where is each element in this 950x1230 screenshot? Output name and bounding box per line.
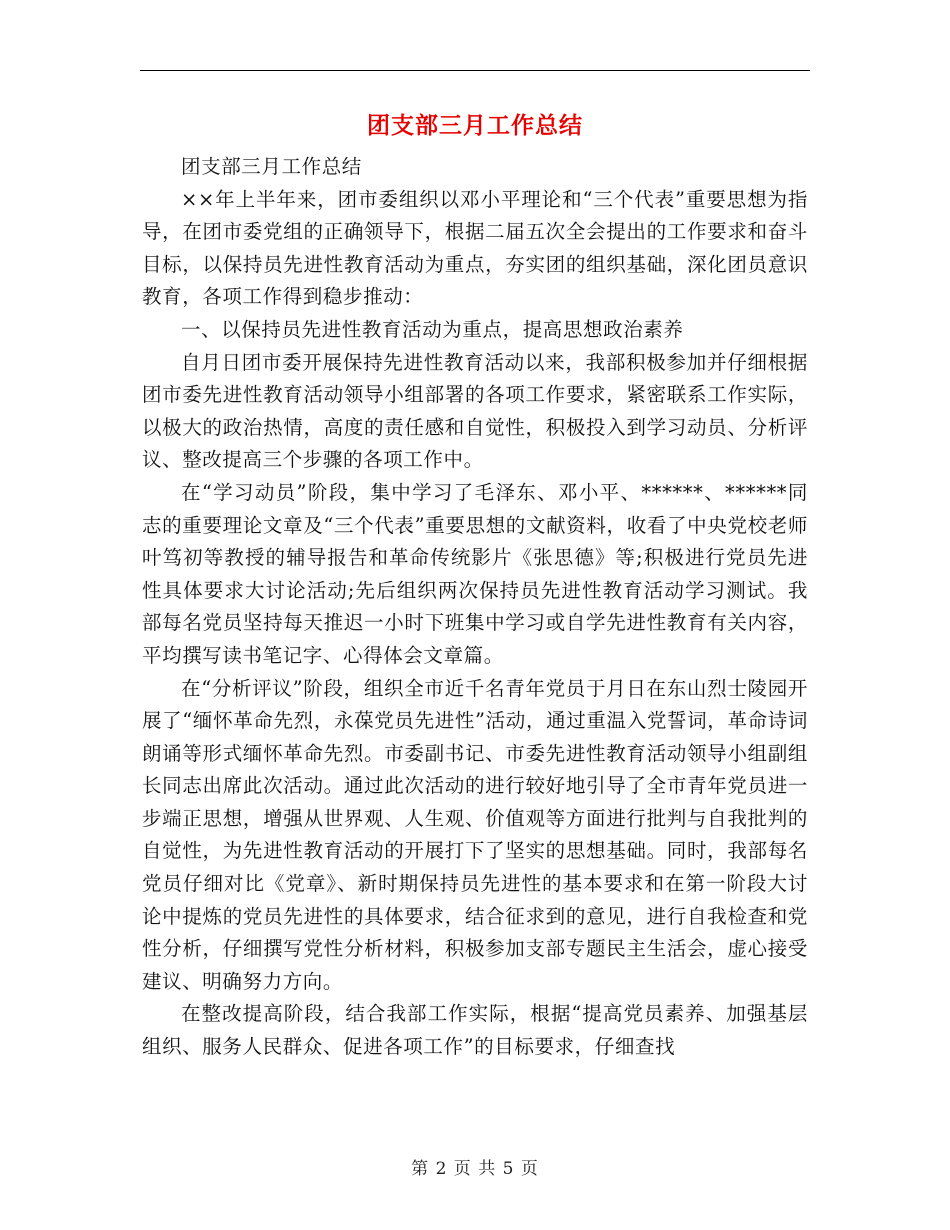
document-body — [142, 151, 808, 1064]
paragraph: 在“分析评议”阶段，组织全市近千名青年党员于月日在东山烈士陵园开展了“缅怀革命先烈，永葆党员先进性”活动，通过重温入党誓词，革命诗词朗诵等形式缅怀革命先烈。市委副书记、市委先进性教育活动领导小组副组长同志出席此次活动。通过此次活动的进行较好地引导了全市青年党员进一步端正思想，增强从世界观、人生观、价值观等方面进行批判与自我批判的自觉性，为先进性教育活动的开展打下了坚实的思想基础。同时，我部每名党员仔细对比《党章》、新时期保持员先进性的基本要求和在第一阶段大讨论中提炼的党员先进性的具体要求，结合征求到的意见，进行自我检查和党性分析，仔细撰写党性分析材料，积极参加支部专题民主生活会，虚心接受建议、明确努力方向。 — [142, 676, 808, 993]
header-rule — [140, 70, 810, 71]
page-number: 第 2 页 共 5 页 — [411, 1159, 539, 1179]
document-title: 团支部三月工作总结 — [367, 112, 583, 139]
paragraph-subtitle: 团支部三月工作总结 — [181, 155, 362, 178]
paragraph-intro: ××年上半年来，团市委组织以邓小平理论和“三个代表”重要思想为指导，在团市委党组的正确领导下，根据二届五次全会提出的工作要求和奋斗目标，以保持员先进性教育活动为重点，夯实团的组织基础，深化团员意识教育，各项工作得到稳步推动： — [142, 187, 808, 309]
paragraph: 在“学习动员”阶段，集中学习了毛泽东、邓小平、******、******同志的重要理论文章及“三个代表”重要思想的文献资料，收看了中央党校老师叶笃初等教授的辅导报告和革命传统影片《张思德》等;积极进行党员先进性具体要求大讨论活动;先后组织两次保持员先进性教育活动学习测试。我部每名党员坚持每天推迟一小时下班集中学习或自学先进性教育有关内容，平均撰写读书笔记字、心得体会文章篇。 — [142, 480, 808, 667]
paragraph: 在整改提高阶段，结合我部工作实际，根据“提高党员素养、加强基层组织、服务人民群众、促进各项工作”的目标要求，仔细查找 — [142, 1002, 808, 1059]
paragraph: 自月日团市委开展保持先进性教育活动以来，我部积极参加并仔细根据团市委先进性教育活动领导小组部署的各项工作要求，紧密联系工作实际，以极大的政治热情，高度的责任感和自觉性，积极投入到学习动员、分析评议、整改提高三个步骤的各项工作中。 — [142, 350, 808, 472]
section-heading: 一、以保持员先进性教育活动为重点，提高思想政治素养 — [181, 317, 684, 341]
